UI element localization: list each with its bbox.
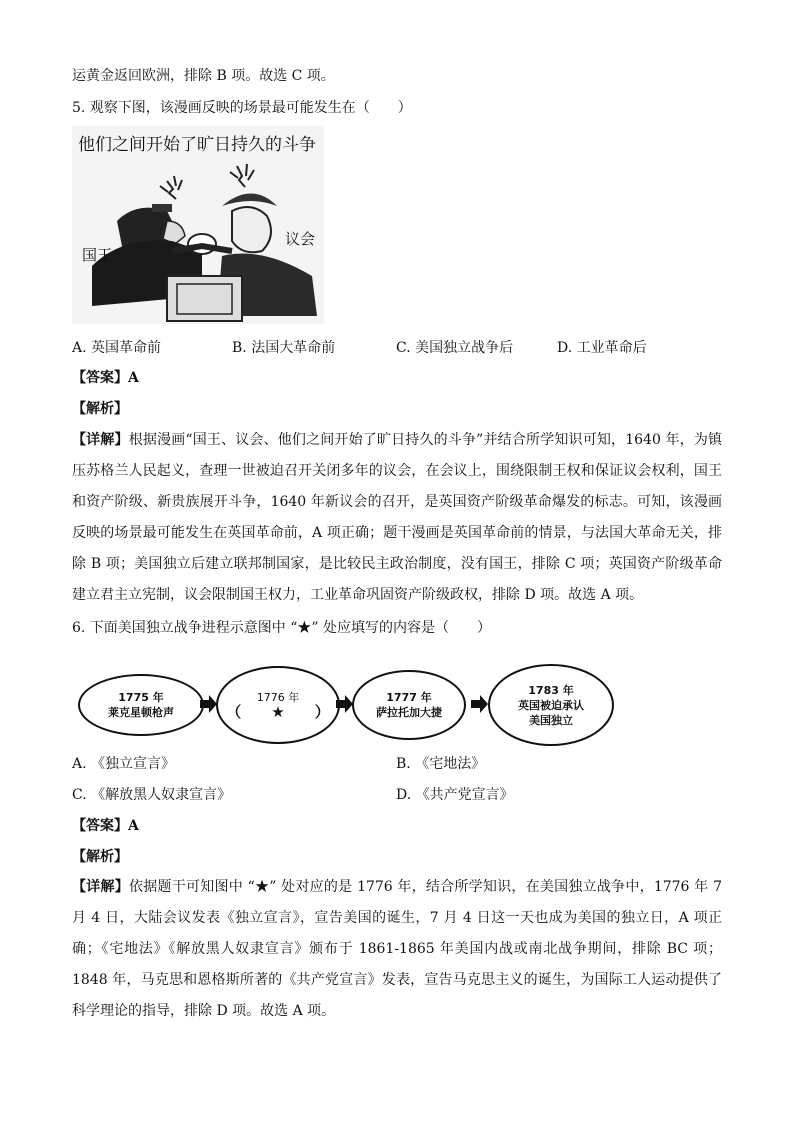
cartoon-label-parliament: 议会 bbox=[285, 230, 316, 248]
q5-option-d: D. 工业革命后 bbox=[557, 340, 647, 356]
q5-analysis-label: 【解析】 bbox=[72, 401, 128, 417]
flow-node-1783-text-2: 美国独立 bbox=[529, 713, 573, 727]
q6-answer: 【答案】A bbox=[72, 818, 139, 834]
q5-cartoon bbox=[72, 126, 324, 324]
q5-option-a: A. 英国革命前 bbox=[72, 340, 162, 356]
flow-node-1783-text-1: 英国被迫承认 bbox=[518, 698, 584, 712]
q6-detail bbox=[72, 872, 722, 1027]
q6-option-d: D. 《共产党宣言》 bbox=[396, 787, 514, 803]
flow-arrow-2 bbox=[334, 694, 354, 714]
cartoon-drawing bbox=[72, 126, 324, 324]
cartoon-label-king: 国王 bbox=[82, 246, 113, 264]
flow-arrow-3 bbox=[469, 694, 489, 714]
q6-stem: 6. 下面美国独立战争进程示意图中 “★” 处应填写的内容是（ ） bbox=[72, 620, 492, 636]
q5-detail bbox=[72, 425, 722, 611]
q6-detail-label: 【详解】 bbox=[72, 879, 129, 895]
flow-node-1776-year: 1776 年 bbox=[256, 691, 300, 704]
flow-node-1776-blank: （ ★ ） bbox=[226, 703, 330, 721]
flow-node-1777-text: 萨拉托加大捷 bbox=[376, 706, 442, 719]
q6-option-a: A. 《独立宣言》 bbox=[72, 756, 176, 772]
q5-detail-label: 【详解】 bbox=[72, 432, 129, 448]
flow-node-1776 bbox=[216, 666, 340, 744]
q6-option-b: B. 《宅地法》 bbox=[396, 756, 486, 772]
cartoon-title: 他们之间开始了旷日持久的斗争 bbox=[78, 135, 316, 155]
flow-node-1777 bbox=[352, 670, 466, 740]
q5-answer: 【答案】A bbox=[72, 370, 139, 386]
flow-node-1783 bbox=[488, 664, 614, 746]
flow-node-1777-year: 1777 年 bbox=[386, 691, 432, 704]
q5-stem: 5. 观察下图，该漫画反映的场景最可能发生在（ ） bbox=[72, 100, 412, 116]
q5-option-c: C. 美国独立战争后 bbox=[396, 340, 514, 356]
q5-detail-text: 根据漫画“国王、议会、他们之间开始了旷日持久的斗争”并结合所学知识可知，1640 年，为镇压苏格兰人民起义，查理一世被迫召开关闭多年的议会，在会议上，围绕限制王权和保证议会权利，国王和资产阶级、新贵族展开斗争，1640 年新议会的召开，是英国资产阶级革命爆发的标志。可知，该漫画反映的场景最可能发生在英国革命前，A 项正确；题干漫画是英国革命前的情景，与法国大革命无关，排除 B 项；美国独立后建立联邦制国家，是比较民主政治制度，没有国王，排除 C 项；英国资产阶级革命建立君主立宪制，议会限制国王权力，工业革命巩固资产阶级政权，排除 D 项。故选 A 项。 bbox=[72, 432, 722, 603]
flow-node-1783-year: 1783 年 bbox=[528, 683, 574, 697]
flow-arrow-1 bbox=[198, 694, 218, 714]
q6-option-c: C. 《解放黑人奴隶宣言》 bbox=[72, 787, 232, 803]
q6-flow-diagram bbox=[78, 664, 618, 754]
q6-detail-text: 依据题干可知图中 “★” 处对应的是 1776 年，结合所学知识，在美国独立战争中，1776 年 7 月 4 日，大陆会议发表《独立宣言》，宣告美国的诞生，7 月 4 日这一天也成为美国的独立日，A 项正确；《宅地法》《解放黑人奴隶宣言》颁布于 1861-1865 年美国内战或南北战争期间，排除 BC 项；1848 年，马克思和恩格斯所著的《共产党宣言》发表，宣告马克思主义的诞生，为国际工人运动提供了科学理论的指导，排除 D 项。故选 A 项。 bbox=[72, 879, 722, 1019]
previous-answer-tail: 运黄金返回欧洲，排除 B 项。故选 C 项。 bbox=[72, 68, 335, 84]
flow-node-1775 bbox=[78, 674, 204, 736]
q6-analysis-label: 【解析】 bbox=[72, 849, 128, 865]
q5-option-b: B. 法国大革命前 bbox=[232, 340, 336, 356]
flow-node-1775-year: 1775 年 bbox=[118, 691, 164, 704]
flow-node-1775-text: 莱克星顿枪声 bbox=[108, 706, 174, 719]
